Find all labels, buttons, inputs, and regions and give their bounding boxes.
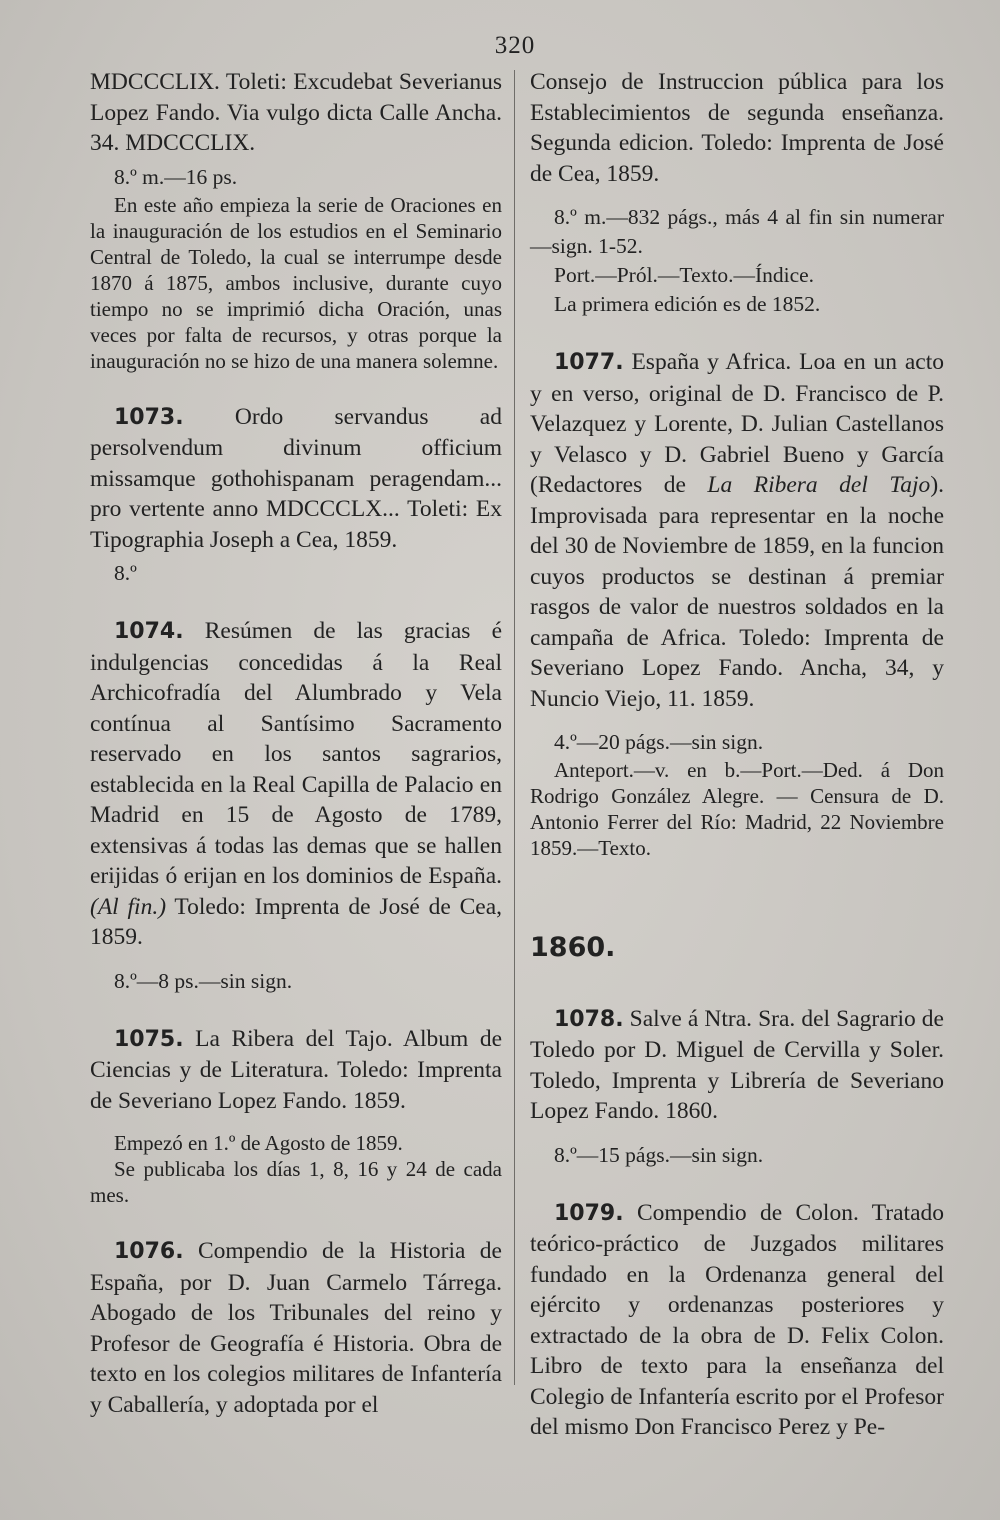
- entry-text: La Ribera del Tajo. Album de Ciencias y de Literatura. Toledo: Imprenta de Severiano Lopez Fando. 1859.: [90, 1025, 503, 1114]
- entry-number: 1073.: [114, 404, 184, 430]
- entry-text: Compendio de Colon. Tratado teórico-práctico de Juzgados militares fundado en la Ordenanza general del ejército y ordenanzas posteriores y extractado de la obra de D. Felix Colon. Libro de texto para la enseñanza del Colegio de Infantería escrito por el Profesor del mismo Don Francisco Perez y Pe-: [530, 1199, 944, 1440]
- entry-text-cont: ). Improvisada para representar en la noche del 30 de Noviembre de 1859, en la funcion cuyos productos se destinan á premiar rasgos de valor de nuestros soldados en la campaña de Africa. Toledo: Imprenta de Severiano Lopez Fando. Ancha, 34, y Nuncio Viejo, 11. 1859.: [530, 472, 945, 712]
- entry-text: Salve á Ntra. Sra. del Sagrario de Toledo por D. Miguel de Cervilla y Soler. Toledo, Imprenta y Librería de Severiano Lopez Fando. 1860.: [530, 1005, 944, 1124]
- format-line: 8.º—15 págs.—sin sign.: [554, 1142, 764, 1167]
- entry-number: 1077.: [554, 350, 624, 375]
- entry-number: 1078.: [554, 1006, 624, 1032]
- entry-1079: [530, 1198, 944, 1443]
- entry-text: España y Africa. Loa en un acto y en verso, original de D. Francisco de P. Velazquez y Lorente, D. Julian Castellanos y Velasco y D. Gabriel Bueno y García (Redactores de: [530, 349, 945, 498]
- entry-number: 1079.: [554, 1200, 624, 1226]
- column-divider: [514, 70, 515, 1385]
- note: La primera edición es de 1852.: [554, 292, 821, 316]
- entry-1077: [530, 347, 944, 714]
- entry-1074: [90, 616, 502, 953]
- note: Empezó en 1.º de Agosto de 1859.: [114, 1131, 403, 1155]
- continuation-text: Consejo de Instruccion pública para los Establecimientos de segunda enseñanza. Segunda edicion. Toledo: Imprenta de José de Cea, 1859.: [530, 69, 944, 187]
- format-line: 8.º m.—832 págs., más 4 al fin sin numerar—sign. 1-52.: [530, 205, 944, 258]
- format-line: 8.º: [114, 561, 137, 585]
- entry-number: 1074.: [114, 619, 184, 644]
- format-line: 4.º—20 págs.—sin sign.: [554, 730, 764, 754]
- right-column: [530, 67, 944, 1443]
- entry-text: Compendio de la Historia de España, por D. Juan Carmelo Tárrega. Abogado de los Tribunales del reino y Profesor de Geografía é Historia. Obra de texto en los colegios militares de Infantería y Caballería, y adoptada por el: [90, 1238, 502, 1418]
- entry-1076: [90, 1236, 502, 1420]
- entry-italic: La Ribera del Tajo: [707, 472, 931, 498]
- contents-line: Port.—Pról.—Texto.—Índice.: [554, 263, 815, 287]
- year-heading: 1860.: [530, 932, 616, 963]
- entry-1078: [530, 1004, 944, 1127]
- left-column: [90, 67, 502, 1420]
- continuation-text: MDCCCLIX. Toleti: Excudebat Severianus Lopez Fando. Via vulgo dicta Calle Ancha. 34. MDCCCLIX.: [90, 69, 502, 156]
- entry-1073: [90, 402, 502, 556]
- entry-number: 1076.: [114, 1239, 184, 1264]
- format-line: 8.º—8 ps.—sin sign.: [114, 968, 293, 993]
- entry-number: 1075.: [114, 1026, 184, 1052]
- entry-text-cont: Toledo: Imprenta de José de Cea, 1859.: [90, 893, 502, 950]
- format-line: 8.º m.—16 ps.: [114, 164, 238, 189]
- entry-italic: (Al fin.): [90, 893, 167, 920]
- note: Se publicaba los días 1, 8, 16 y 24 de cada mes.: [90, 1157, 502, 1207]
- page-number: 320: [494, 32, 536, 59]
- entry-text: Resúmen de las gracias é indulgencias concedidas á la Real Archicofradía del Alumbrado y Vela contínua al Santísimo Sacramento reservado en los santos sagrarios, establecida en la Real Capilla de Palacio en Madrid en 15 de Agosto de 1789, extensivas á todas las demas que se hallen erijidas ó erijan en los dominios de España.: [90, 618, 503, 889]
- note: En este año empieza la serie de Oraciones en la inauguración de los estudios en el Seminario Central de Toledo, la cual se interrumpe desde 1870 á 1875, ambos inclusive, durante cuyo tiempo no se imprimió dicha Oración, unas veces por falta de recursos, y otras porque la inauguración no se hizo de una manera solemne.: [90, 192, 502, 373]
- contents-line: Anteport.—v. en b.—Port.—Ded. á Don Rodrigo González Alegre. — Censura de D. Antonio Ferrer del Río: Madrid, 22 Noviembre 1859.—Texto.: [530, 758, 944, 860]
- entry-1075: [90, 1024, 502, 1117]
- entry-text: Ordo servandus ad persolvendum divinum officium missamque gothohispanam peragendam... pro vertente anno MDCCCLX... Toleti: Ex Tipographia Joseph a Cea, 1859.: [90, 403, 502, 553]
